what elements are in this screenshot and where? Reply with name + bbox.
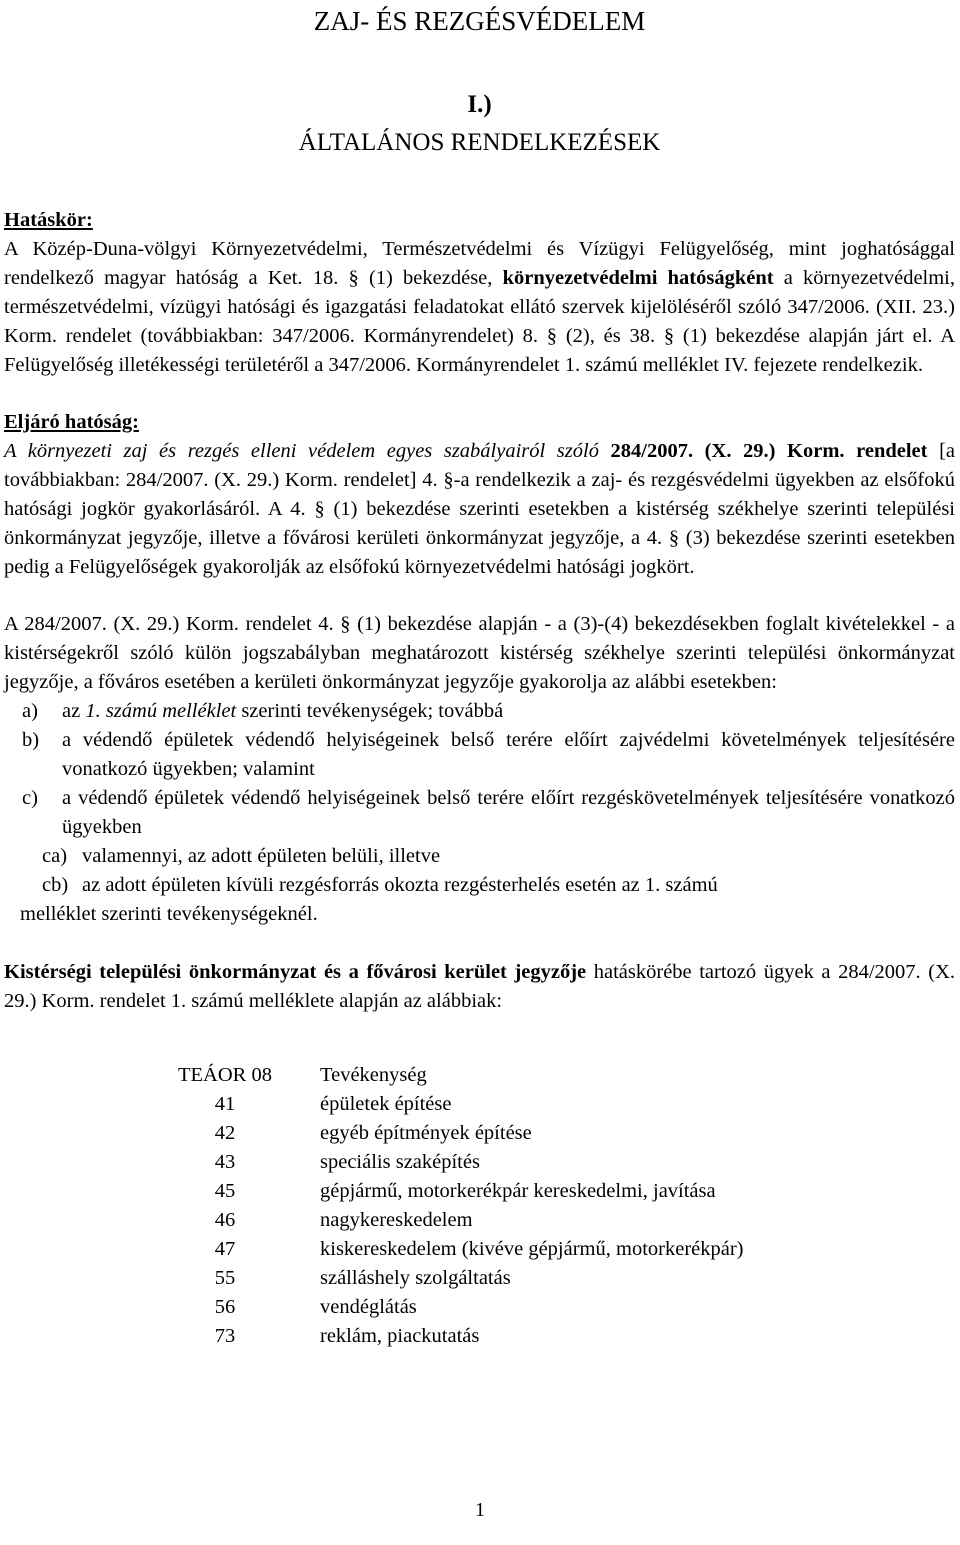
table-cell-code: 43 xyxy=(214,1151,236,1173)
hataskor-text-1: A Közép-Duna-völgyi Környezetvédelmi, Természetvédelmi és Vízügyi Felügyelőség, mint joghatósággal rendelkező magyar hatóság a Ket. 18. § (1) bekezdése, xyxy=(4,238,955,289)
list-item xyxy=(4,784,955,842)
list-marker: b) xyxy=(22,729,40,751)
table-cell-activity: speciális szaképítés xyxy=(320,1151,480,1173)
table-row xyxy=(150,1235,744,1264)
list-marker: c) xyxy=(22,787,38,809)
eljaro-italic: A környezeti zaj és rezgés elleni védelem egyes szabályairól szóló xyxy=(4,440,599,462)
sublist-tail: melléklet szerinti tevékenységeknél. xyxy=(20,903,318,925)
table-cell-activity: reklám, piackutatás xyxy=(320,1325,480,1347)
eljaro-text: [a továbbiakban: 284/2007. (X. 29.) Korm. rendelet] 4. §-a rendelkezik a zaj- és rezgésvédelmi ügyekben az elsőfokú hatósági jogkör gyakorlásáról. A 4. § (1) bekezdése szerinti esetekben a kistérség székhelye szerinti települési önkormányzat jegyzője, illetve a fővárosi kerületi önkormányzat jegyzője, a 4. § (3) bekezdése szerinti esetekben pedig a Felügyelőségek gyakorolják az elsőfokú környezetvédelmi hatósági jogkört. xyxy=(4,440,955,578)
table-header-code: TEÁOR 08 xyxy=(178,1064,272,1086)
table-header-row xyxy=(150,1061,744,1090)
table-cell-activity: nagykereskedelem xyxy=(320,1209,473,1231)
list-item xyxy=(4,726,955,784)
rule-section xyxy=(4,610,955,929)
table-cell-code: 42 xyxy=(214,1122,236,1144)
list-marker: a) xyxy=(22,700,38,722)
hataskor-section xyxy=(4,206,955,380)
table-row xyxy=(150,1090,744,1119)
sublist-marker: ca) xyxy=(42,845,68,867)
table-row xyxy=(150,1293,744,1322)
table-cell-code: 56 xyxy=(214,1296,236,1318)
table-row xyxy=(150,1206,744,1235)
table-header-activity: Tevékenység xyxy=(320,1064,427,1086)
kisterseg-paragraph xyxy=(4,958,955,1016)
rule-sublist xyxy=(4,842,955,929)
sublist-item xyxy=(4,871,955,900)
list-text: a védendő épületek védendő helyiségeinek belső terére előírt rezgéskövetelmények teljesítésére vonatkozó ügyekben xyxy=(62,787,955,838)
table-cell-activity: vendéglátás xyxy=(320,1296,417,1318)
rule-intro: A 284/2007. (X. 29.) Korm. rendelet 4. § (1) bekezdése alapján - a (3)-(4) bekezdésekben foglalt kivételekkel - a kistérségekről szóló külön jogszabályban meghatározott kistérség székhelye szerinti települési önkormányzat jegyzője, a főváros esetében a kerületi önkormányzat jegyzője gyakorolja az alábbi esetekben: xyxy=(4,613,955,693)
table-row xyxy=(150,1148,744,1177)
kisterseg-text: hatáskörébe tartozó ügyek a 284/2007. (X. 29.) Korm. rendelet 1. számú melléklete alapján az alábbiak: xyxy=(4,961,955,1012)
sublist-item xyxy=(4,842,955,871)
table-row xyxy=(150,1177,744,1206)
table-cell-activity: szálláshely szolgáltatás xyxy=(320,1267,511,1289)
list-item xyxy=(4,697,955,726)
list-text: az xyxy=(62,700,86,722)
eljaro-label: Eljáró hatóság: xyxy=(4,411,139,433)
document-page xyxy=(4,0,955,1351)
table-cell-activity: kiskereskedelem (kivéve gépjármű, motorkerékpár) xyxy=(320,1238,744,1260)
table-cell-code: 46 xyxy=(214,1209,236,1231)
table-cell-code: 41 xyxy=(214,1093,236,1115)
table-cell-code: 73 xyxy=(214,1325,236,1347)
page-number: 1 xyxy=(475,1499,485,1521)
sublist-marker: cb) xyxy=(42,874,69,896)
list-italic: 1. számú melléklet xyxy=(85,700,237,722)
section-number: I.) xyxy=(467,91,492,118)
eljaro-paragraph xyxy=(4,437,955,582)
kisterseg-section xyxy=(4,958,955,1016)
list-text-post: szerinti tevékenységek; továbbá xyxy=(236,700,504,722)
hataskor-text-2: a környezetvédelmi, természetvédelmi, vízügyi hatósági és igazgatási feladatokat ellátó szervek kijelöléséről szóló 347/2006. (XII. 23.) Korm. rendelet (továbbiakban: 347/2006. Kormányrendelet) 8. § (2), és 38. § (1) bekezdése alapján járt el. A Felügyelőség illetékességi területéről a 347/2006. Kormányrendelet 1. számú melléklet IV. fejezete rendelkezik. xyxy=(4,267,956,376)
teaor-table xyxy=(150,1061,744,1351)
table-row xyxy=(150,1119,744,1148)
hataskor-paragraph xyxy=(4,235,955,380)
table-cell-code: 45 xyxy=(214,1180,236,1202)
sublist-text: valamennyi, az adott épületen belüli, illetve xyxy=(82,845,441,867)
document-title: ZAJ- ÉS REZGÉSVÉDELEM xyxy=(313,6,646,36)
table-cell-activity: egyéb építmények építése xyxy=(320,1122,532,1144)
rule-list xyxy=(4,697,955,842)
sublist-text: az adott épületen kívüli rezgésforrás okozta rezgésterhelés esetén az 1. számú xyxy=(82,874,718,896)
table-row xyxy=(150,1264,744,1293)
section-title: ÁLTALÁNOS RENDELKEZÉSEK xyxy=(298,129,661,156)
kisterseg-bold: Kistérségi települési önkormányzat és a fővárosi kerület jegyzője xyxy=(4,961,587,983)
hataskor-label: Hatáskör: xyxy=(4,209,93,231)
list-text: a védendő épületek védendő helyiségeinek belső terére előírt zajvédelmi követelmények teljesítésére vonatkozó ügyekben; valamint xyxy=(62,729,955,780)
table-row xyxy=(150,1322,744,1351)
table-cell-code: 55 xyxy=(214,1267,236,1289)
table-cell-code: 47 xyxy=(214,1238,236,1260)
table-cell-activity: épületek építése xyxy=(320,1093,452,1115)
eljaro-section xyxy=(4,408,955,582)
eljaro-bold: 284/2007. (X. 29.) Korm. rendelet xyxy=(598,440,928,462)
table-cell-activity: gépjármű, motorkerékpár kereskedelmi, javítása xyxy=(320,1180,716,1202)
hataskor-bold: környezetvédelmi hatóságként xyxy=(502,267,774,289)
